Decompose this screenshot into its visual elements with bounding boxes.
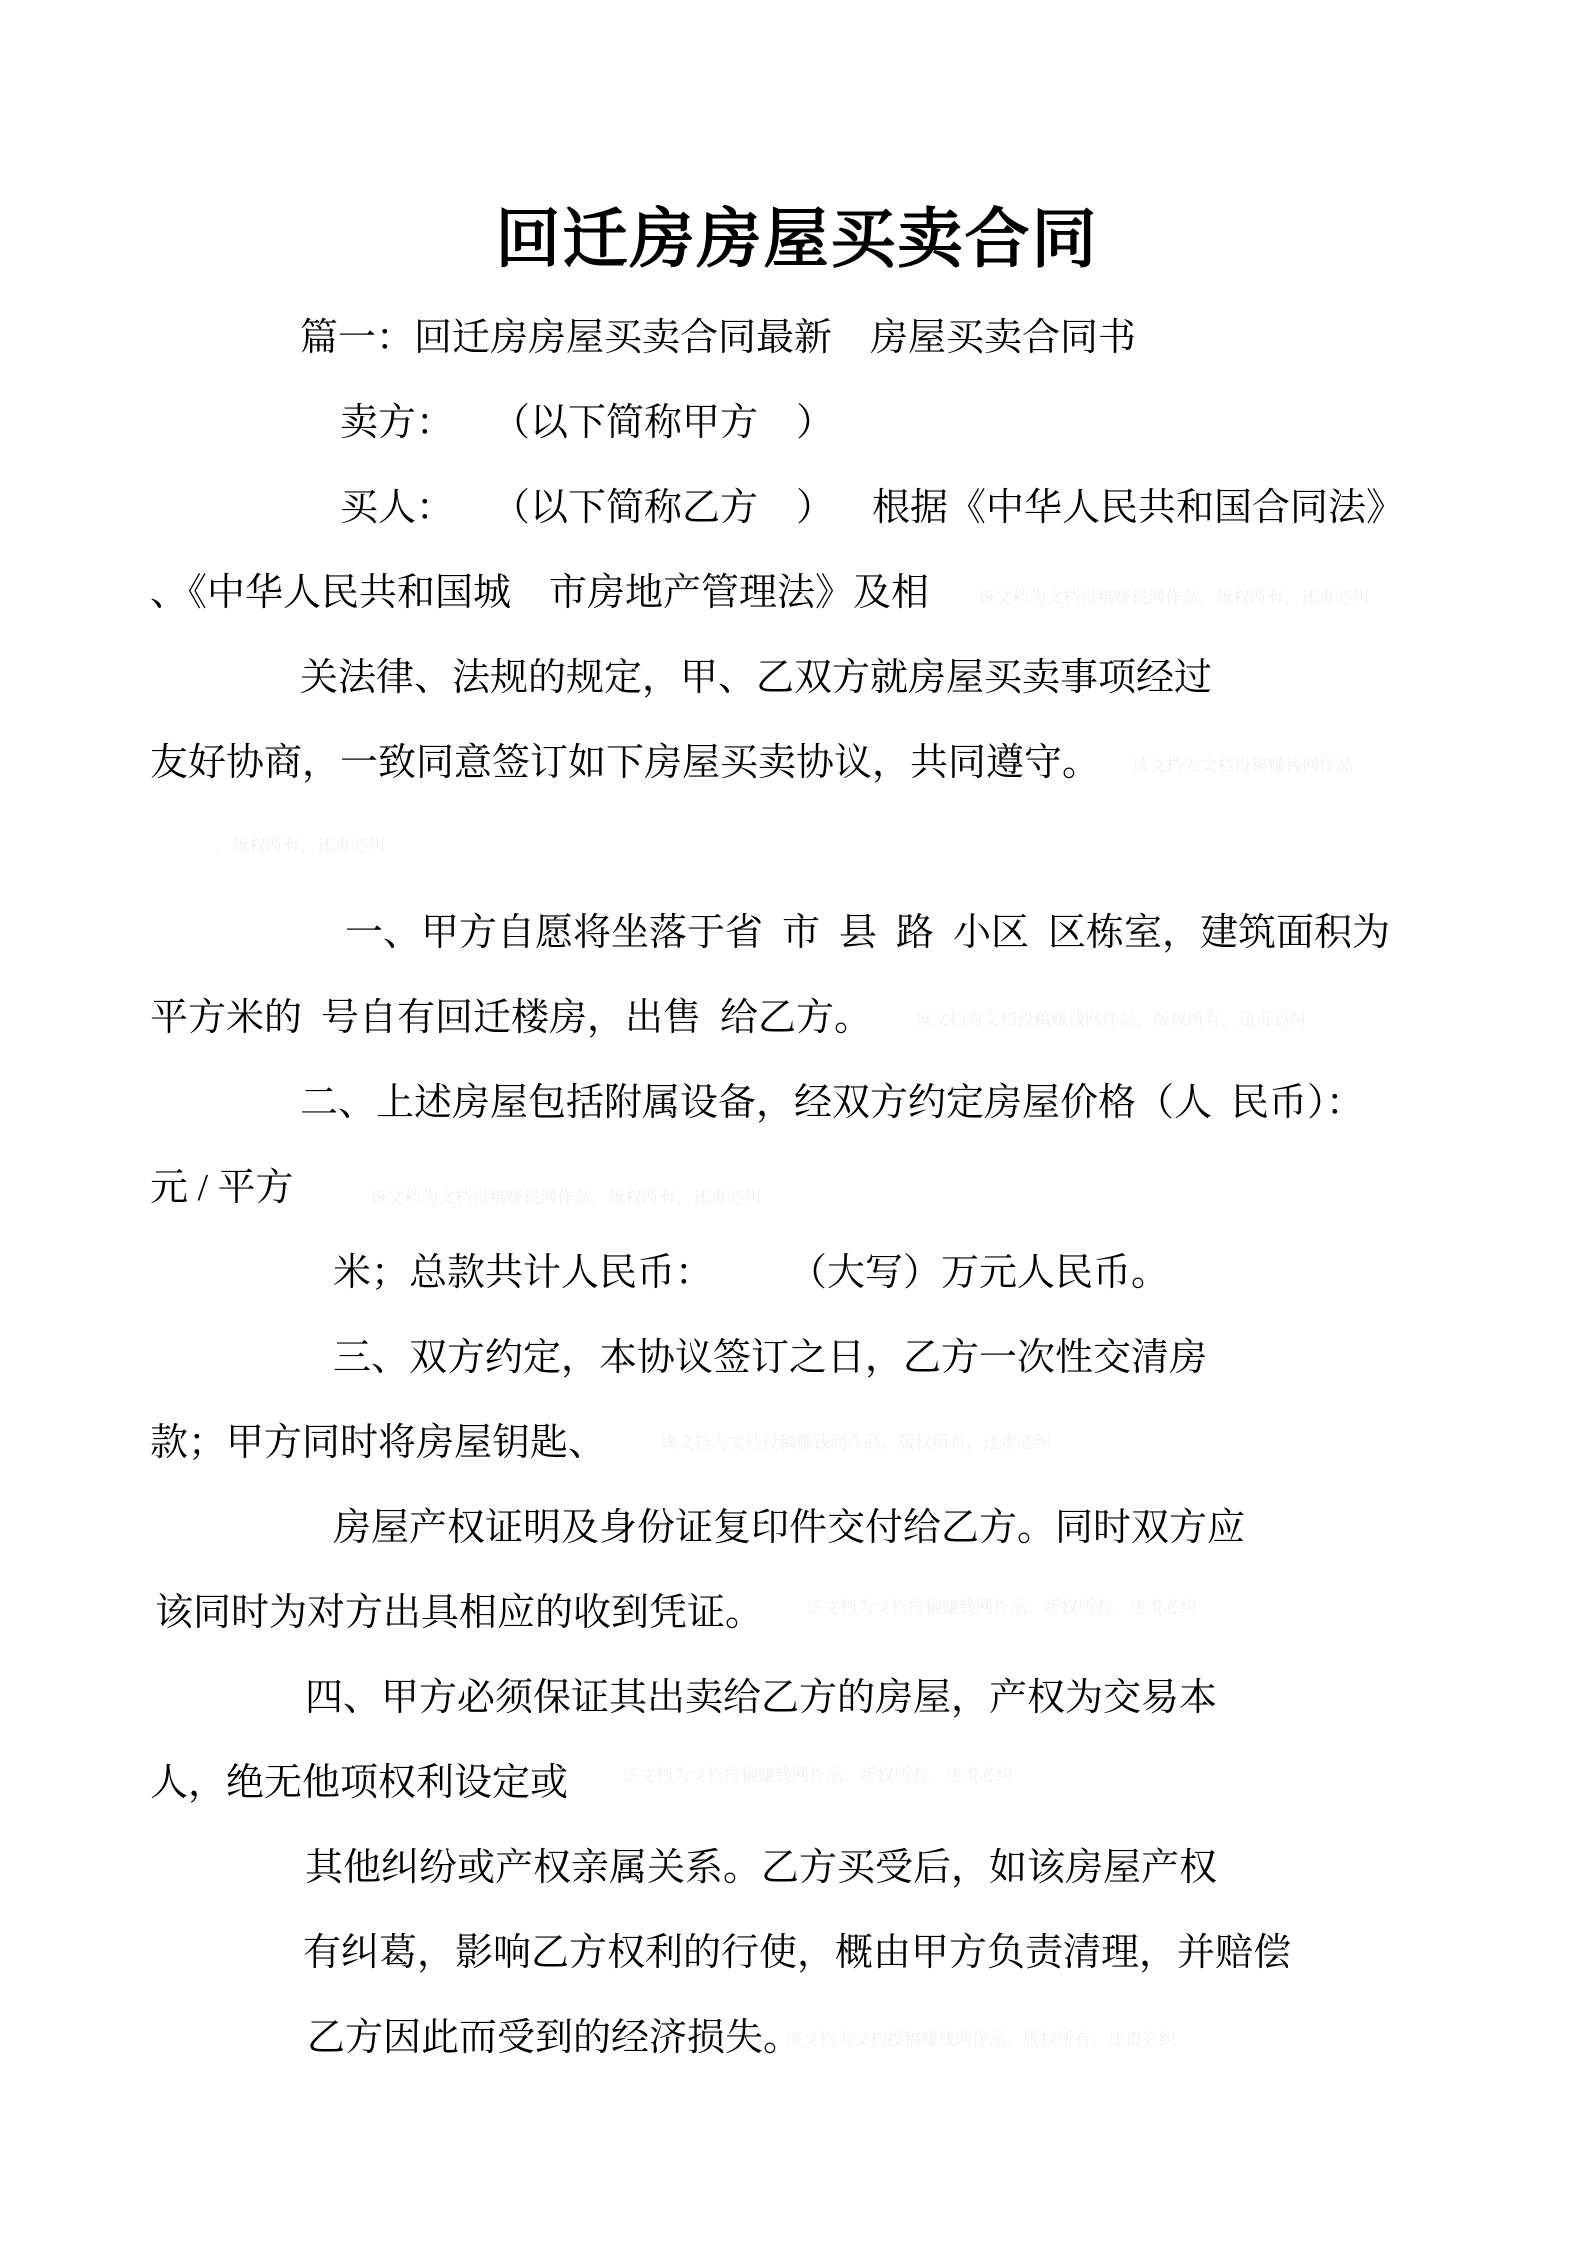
watermark: 该文档为文档投稿赚钱网作品 — [1132, 756, 1353, 775]
contract-line: 友好协商，一致同意签订如下房屋买卖协议，共同遵守。 — [150, 742, 1101, 784]
contract-line: 元 / 平方 — [150, 1167, 294, 1209]
watermark: 该文档为文档投稿赚钱网作品，版权所有，违责必纠 — [978, 588, 1369, 607]
watermark: 该文档为文档投稿赚钱网作品，版权所有，违责必纠 — [622, 1766, 1013, 1785]
watermark: 该文档为文档投稿赚钱网作品，版权所有，违责必纠 — [806, 1598, 1197, 1617]
contract-line: 四、甲方必须保证其出卖给乙方的房屋，产权为交易本 — [305, 1677, 1218, 1719]
watermark: 该文档为文档投稿赚钱网作品，版权所有，违责必纠 — [915, 1010, 1306, 1029]
contract-line: 米；总款共计人民币： （大写）万元人民币。 — [333, 1252, 1170, 1294]
contract-line: 款；甲方同时将房屋钥匙、 — [150, 1422, 607, 1464]
contract-line: 人，绝无他项权利设定或 — [150, 1762, 569, 1804]
contract-line: 卖方： （以下简称甲方 ） — [340, 402, 835, 444]
contract-line: 篇一：回迁房房屋买卖合同最新 房屋买卖合同书 — [300, 317, 1137, 359]
contract-line: 有纠葛，影响乙方权利的行使，概由甲方负责清理，并赔偿 — [303, 1932, 1292, 1974]
watermark: 该文档为文档投稿赚钱网作品，版权所有，违责必纠 — [660, 1433, 1051, 1452]
watermark: ，版权所有，违责必纠 — [215, 836, 385, 855]
contract-line: 乙方因此而受到的经济损失。 — [307, 2017, 802, 2059]
contract-line: 其他纠纷或产权亲属关系。乙方买受后，如该房屋产权 — [305, 1847, 1218, 1889]
watermark: 该文档为文档投稿赚钱网作品，版权所有，违责必纠 — [370, 1188, 761, 1207]
contract-line: 平方米的 号自有回迁楼房，出售 给乙方。 — [150, 997, 873, 1039]
contract-line: 一、甲方自愿将坐落于省 市 县 路 小区 区栋室，建筑面积为 — [345, 912, 1391, 954]
document-title: 回迁房房屋买卖合同 — [495, 202, 1099, 275]
contract-line: 三、双方约定，本协议签订之日，乙方一次性交清房 — [333, 1337, 1208, 1379]
contract-line: 二、上述房屋包括附属设备，经双方约定房屋价格（人 民币）： — [300, 1082, 1365, 1124]
contract-line: 、《中华人民共和国城 市房地产管理法》及相 — [150, 572, 930, 614]
contract-line: 买人： （以下简称乙方 ） 根据《中华人民共和国合同法》 — [340, 487, 1405, 529]
watermark: 该文档为文档投稿赚钱网作品，版权所有，违责必纠 — [785, 2030, 1176, 2049]
contract-line: 房屋产权证明及身份证复印件交付给乙方。同时双方应 — [333, 1507, 1246, 1549]
contract-line: 该同时为对方出具相应的收到凭证。 — [155, 1592, 764, 1634]
contract-line: 关法律、法规的规定，甲、乙双方就房屋买卖事项经过 — [300, 657, 1213, 699]
